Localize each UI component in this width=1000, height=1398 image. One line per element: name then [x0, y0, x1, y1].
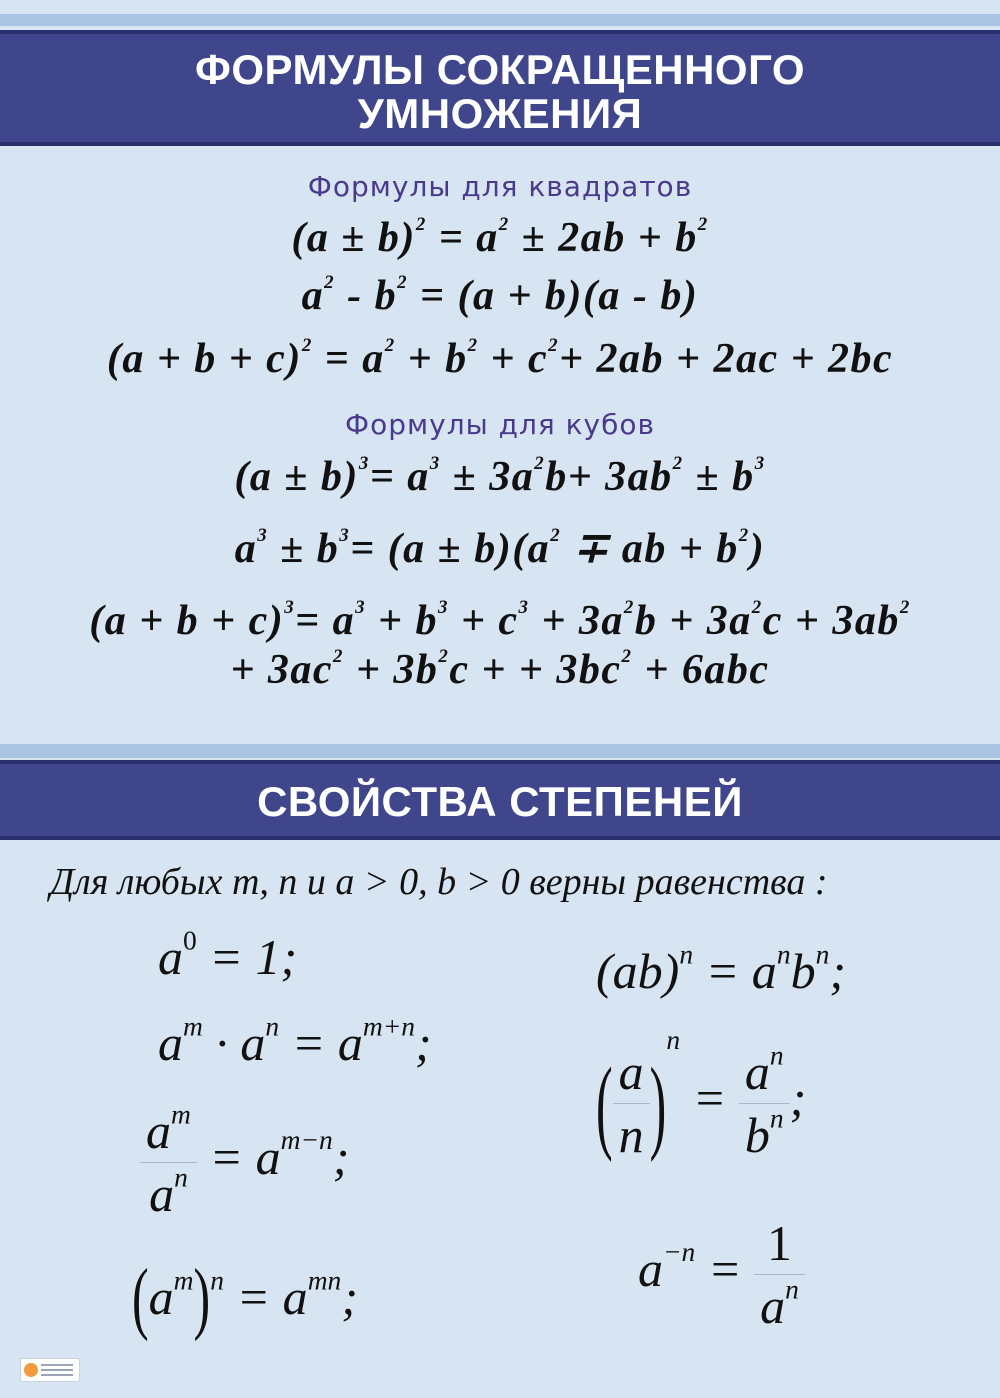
logo-text-line: [41, 1364, 73, 1366]
header-band-formulas: [0, 30, 1000, 146]
property-power-of-quotient: ( $\frac{a}{n}$ )$^n$ = $\frac{a^n}{b^n}$ ;: [596, 1024, 807, 1164]
property-quotient-of-powers: $\frac{a^m}{a^n}$ = $a^{m-n}$;: [140, 1100, 349, 1225]
top-stripe: [0, 14, 1000, 26]
property-power-of-product: $(ab)^n = a^nb^n$;: [596, 938, 846, 999]
formula-cube-of-trinomial-line1: $(a + b + c)^3= a^3 + b^3 + c^3 + 3a^2b + 3a^2c + 3ab^2$: [89, 597, 911, 644]
property-power-of-power: $(a^m)^n = a^{mn}$;: [132, 1252, 358, 1342]
property-negative-exponent: $a^{-n}$ = $\frac{1}{a^n}$: [638, 1212, 805, 1337]
formula-square-of-trinomial: $(a + b + c)^2 = a^2 + b^2 + c^2+ 2ab + 2ac + 2bc$: [106, 335, 894, 382]
logo-text-line: [41, 1369, 73, 1371]
property-zero-exponent: $a^0 = 1$;: [158, 924, 298, 985]
header-title-line2: УМНОЖЕНИЯ: [357, 90, 643, 137]
formula-square-of-sum: $(a \pm b)^2 = a^2 \pm 2ab + b^2$: [291, 214, 709, 261]
squares-subheading: Формулы для квадратов: [307, 170, 693, 203]
formula-sum-of-cubes: $a^3 \pm b^3= (a \pm b)(a^2$ ∓ ab + $b^2$): [234, 525, 766, 572]
header-title-line1: ФОРМУЛЫ СОКРАЩЕННОГО: [194, 46, 806, 93]
formula-difference-of-squares: $a^2 - b^2 = (a + b)(a - b)$: [301, 272, 699, 319]
cubes-subheading: Формулы для кубов: [345, 408, 655, 441]
properties-intro: Для любых m, n и a > 0, b > 0 верны равенства :: [50, 861, 828, 903]
property-product-of-powers: $a^m \cdot a^n = a^{m+n}$;: [158, 1010, 432, 1071]
publisher-logo: [20, 1358, 80, 1382]
formula-cube-of-sum: $(a \pm b)^3= a^3 \pm 3a^2b+ 3ab^2 \pm b^3$: [234, 453, 766, 500]
logo-text-line: [41, 1374, 73, 1376]
header-band-powers: [0, 760, 1000, 840]
formula-cube-of-trinomial-line2: + $3ac^2 + 3b^2c$ + + $3bc^2 + 6abc$: [230, 646, 770, 693]
middle-stripe: [0, 744, 1000, 758]
logo-icon: [24, 1363, 38, 1377]
header-title-powers: СВОЙСТВА СТЕПЕНЕЙ: [257, 778, 743, 825]
